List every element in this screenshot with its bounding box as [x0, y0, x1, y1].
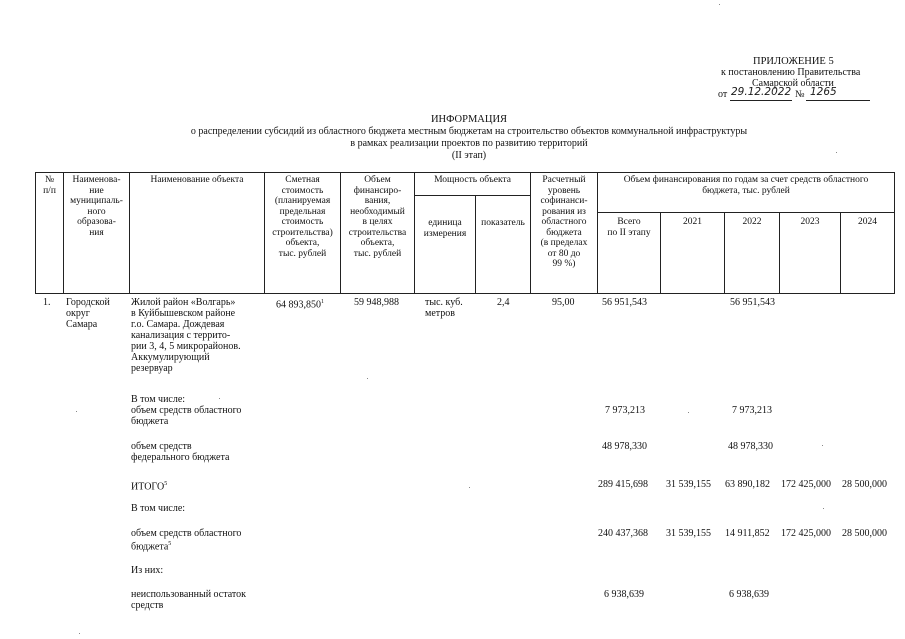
document-stage: (II этап) — [451, 150, 487, 161]
date-underline — [730, 100, 792, 101]
row-estimated-cost: 64 893,850$^1$ — [276, 299, 324, 311]
header-total-stage: Всего по II этапу — [607, 217, 651, 238]
document-subtitle-2: в рамках реализации проектов по развитию территорий — [350, 138, 588, 149]
row-financing-volume: 59 948,988 — [354, 297, 399, 308]
appendix-title: ПРИЛОЖЕНИЕ 5 — [753, 56, 834, 67]
header-num: № п/п — [43, 175, 56, 196]
row-total-stage: 56 951,543 — [602, 297, 647, 308]
header-volume-by-year: Объем финансирования по годам за счет средств областного бюджета, тыс. рублей — [623, 175, 869, 196]
row-object-name: Жилой район «Волгарь» в Куйбышевском районе г.о. Самара. Дождевая канализация с террито- рии 3, 4, 5 микрорайонов. Аккумулирующий резервуар — [131, 297, 241, 374]
row-regional-label: объем средств областного бюджета — [131, 405, 242, 427]
row-unused-label: неиспользованный остаток средств — [131, 589, 246, 611]
header-cofinancing-level: Расчетный уровень софинанси- рования из областного бюджета (в пределах от 80 до 99 %) — [540, 175, 588, 269]
row-unused-total: 6 938,639 — [604, 589, 644, 600]
row-regional2-2021: 31 539,155 — [666, 528, 711, 539]
row-total-2022: 63 890,182 — [725, 479, 770, 490]
footnote-1: 1 — [321, 299, 324, 305]
header-estimated-cost: Сметная стоимость (планируемая предельная стоимость строительства) объекта, тыс. рублей — [272, 175, 333, 259]
appendix-number-sign: № — [795, 89, 805, 100]
header-year-2022: 2022 — [742, 217, 762, 227]
row-number: 1. — [43, 297, 51, 308]
row-regional2-2022: 14 911,852 — [725, 528, 770, 539]
header-municipality: Наименова- ние муниципаль- ного образова- ния — [70, 175, 123, 238]
row-indicator: 2,4 — [497, 297, 510, 308]
number-underline — [806, 100, 870, 101]
header-year-2021: 2021 — [683, 217, 702, 227]
row-total-stage-sum: 289 415,698 — [598, 479, 648, 490]
appendix-date-prefix: от — [718, 89, 728, 100]
handwritten-number: 1265 — [810, 86, 837, 98]
row-regional2-total: 240 437,368 — [598, 528, 648, 539]
row-total-label: ИТОГО$^5$ — [131, 481, 168, 493]
row-cofinancing-level: 95,00 — [552, 297, 575, 308]
row-year-2022: 56 951,543 — [730, 297, 775, 308]
document-subtitle-1: о распределении субсидий из областного бюджета местным бюджетам на строительство объектов коммунальной инфраструктуры — [190, 126, 748, 137]
header-year-2023: 2023 — [800, 217, 820, 227]
label-including: В том числе: — [131, 394, 186, 405]
footnote-5: 5 — [164, 481, 168, 487]
label-of-them: Из них: — [131, 565, 164, 576]
row-unit: тыс. куб. метров — [425, 297, 463, 319]
label-including-2: В том числе: — [131, 503, 186, 514]
row-unused-2022: 6 938,639 — [729, 589, 769, 600]
header-year-2024: 2024 — [858, 217, 877, 227]
header-unit: единица измерения — [423, 218, 467, 239]
header-object: Наименование объекта — [150, 175, 244, 185]
row-total-2021: 31 539,155 — [666, 479, 711, 490]
row-total-2023: 172 425,000 — [781, 479, 831, 490]
row-regional-2022: 7 973,213 — [732, 405, 772, 416]
row-regional-total: 7 973,213 — [605, 405, 645, 416]
row-regional2-label: объем средств областного бюджета$^5$ — [131, 528, 242, 553]
document-title: ИНФОРМАЦИЯ — [430, 114, 508, 125]
row-total-2024: 28 500,000 — [842, 479, 887, 490]
header-indicator: показатель — [481, 218, 525, 228]
row-regional2-2024: 28 500,000 — [842, 528, 887, 539]
row-federal-label: объем средств федерального бюджета — [131, 441, 230, 463]
appendix-line2: Самарской области — [752, 78, 834, 89]
appendix-line1: к постановлению Правительства — [721, 67, 861, 78]
header-financing-volume: Объем финансиро- вания, необходимый в целях строительства объекта, тыс. рублей — [348, 175, 407, 259]
row-regional2-2023: 172 425,000 — [781, 528, 831, 539]
row-federal-2022: 48 978,330 — [728, 441, 773, 452]
row-federal-total: 48 978,330 — [602, 441, 647, 452]
handwritten-date: 29.12.2022 — [731, 86, 792, 98]
row-municipality: Городской округ Самара — [66, 297, 110, 330]
header-capacity: Мощность объекта — [434, 175, 511, 185]
